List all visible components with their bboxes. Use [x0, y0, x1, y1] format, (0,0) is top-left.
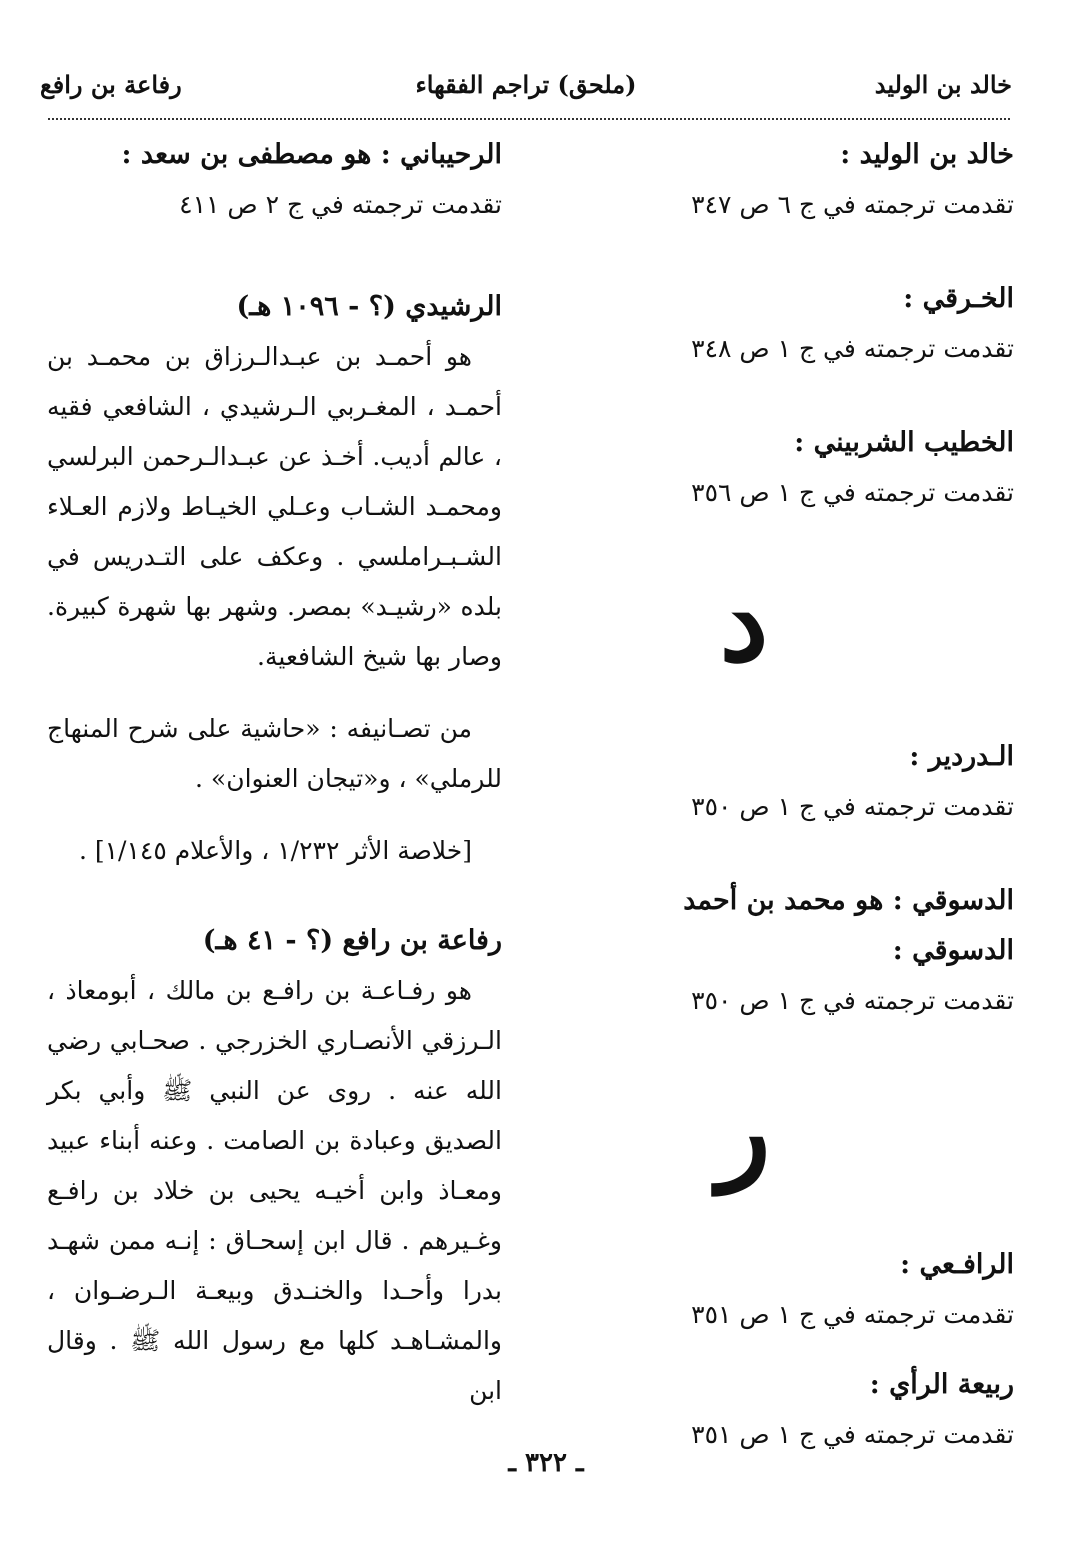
entry-ref: تقدمت ترجمته في ج ١ ص ٣٥٠ [691, 792, 1014, 821]
entry-kharqi [614, 274, 1014, 374]
entry-works: من تصـانيفه : «حاشية على شرح المنهاج للرملي» ، و«تيجان العنوان» . [47, 714, 502, 793]
left-column [47, 130, 502, 1416]
header-dotted-rule [48, 118, 1010, 120]
page-number: ـ ٣٢٢ ـ [508, 1448, 584, 1478]
right-column [614, 130, 1014, 1504]
entry-rifaa [47, 916, 502, 1416]
entry-ref: تقدمت ترجمته في ج ١ ص ٣٥٠ [691, 986, 1014, 1015]
entry-bio: هو أحمـد بن عبـدالـرزاق بن محمـد بن أحمـد ، المغـربي الـرشيدي ، الشافعي فقيه ، عالم أديب. أخـذ عن عبـدالـرحمن البرلسي ومحمـد الشـاب وعـلي الخيـاط ولازم العـلاء الشـبـراملسي . وعكف على التـدريس في بلده «رشيـد» بمصر. وشهر بها شهرة كبيرة. وصار بها شيخ الشافعية. [47, 342, 502, 671]
running-header [40, 70, 1012, 110]
entry-name: الدسوقي : هو محمد بن أحمد الدسوقي : [683, 885, 1014, 966]
header-right-title: خالد بن الوليد [874, 70, 1012, 99]
entry-name: خالد بن الوليد : [840, 139, 1014, 170]
section-letter-ra: ر [717, 1065, 771, 1194]
entry-name: الخطيب الشربيني : [794, 427, 1014, 458]
entry-ref: تقدمت ترجمته في ج ٦ ص ٣٤٧ [691, 190, 1014, 219]
header-left-title: رفاعة بن رافع [40, 70, 182, 99]
entry-rashidi [47, 282, 502, 876]
entry-ruhaybani [47, 130, 502, 230]
entry-dasuqi [614, 876, 1014, 1026]
entry-ref: تقدمت ترجمته في ج ١ ص ٣٥٦ [691, 478, 1014, 507]
entry-ref: تقدمت ترجمته في ج ١ ص ٣٥١ [691, 1300, 1014, 1329]
entry-name: ربيعة الرأي : [869, 1369, 1014, 1400]
entry-ref: تقدمت ترجمته في ج ١ ص ٣٤٨ [691, 334, 1014, 363]
section-letter-dal: د [719, 557, 769, 686]
entry-bio: هو رفـاعـة بن رافـع بن مالك ، أبومعاذ ، الـرزقي الأنصـاري الخزرجي . صحـابي رضي الله عنه . روى عن النبي ﷺ وأبي بكر الصديق وعبادة بن الصامت . وعنه أبناء عبيد ومعـاذ وابن أخيـه يحيى بن خلاد بن رافـع وغـيرهم . قال ابن إسحـاق : إنـه ممن شهـد بدرا وأحـدا والخنـدق وبيعـة الـرضـوان ، والمشـاهـد كلها مع رسول الله ﷺ . وقال ابن [47, 976, 502, 1405]
entry-rafii [614, 1240, 1014, 1340]
entry-sources: [خلاصة الأثر ١/٢٣٢ ، والأعلام ١/١٤٥] . [78, 836, 472, 865]
entry-title: رفاعة بن رافع (؟ - ٤١ هـ) [202, 925, 502, 956]
entry-name: الـدردير : [909, 741, 1014, 772]
entry-khatib [614, 418, 1014, 518]
header-center-title: (ملحق) تراجم الفقهاء [415, 70, 637, 99]
entry-name: الرحيباني : هو مصطفى بن سعد : [121, 139, 502, 170]
entry-ref: تقدمت ترجمته في ج ٢ ص ٤١١ [179, 190, 502, 219]
entry-name: الرافـعي : [900, 1249, 1014, 1280]
entry-name: الخـرقي : [903, 283, 1014, 314]
entry-dardir [614, 732, 1014, 832]
entry-rabia [614, 1360, 1014, 1460]
entry-khalid [614, 130, 1014, 230]
entry-ref: تقدمت ترجمته في ج ١ ص ٣٥١ [691, 1420, 1014, 1449]
entry-title: الرشيدي (؟ - ١٠٩٦ هـ) [236, 291, 502, 322]
